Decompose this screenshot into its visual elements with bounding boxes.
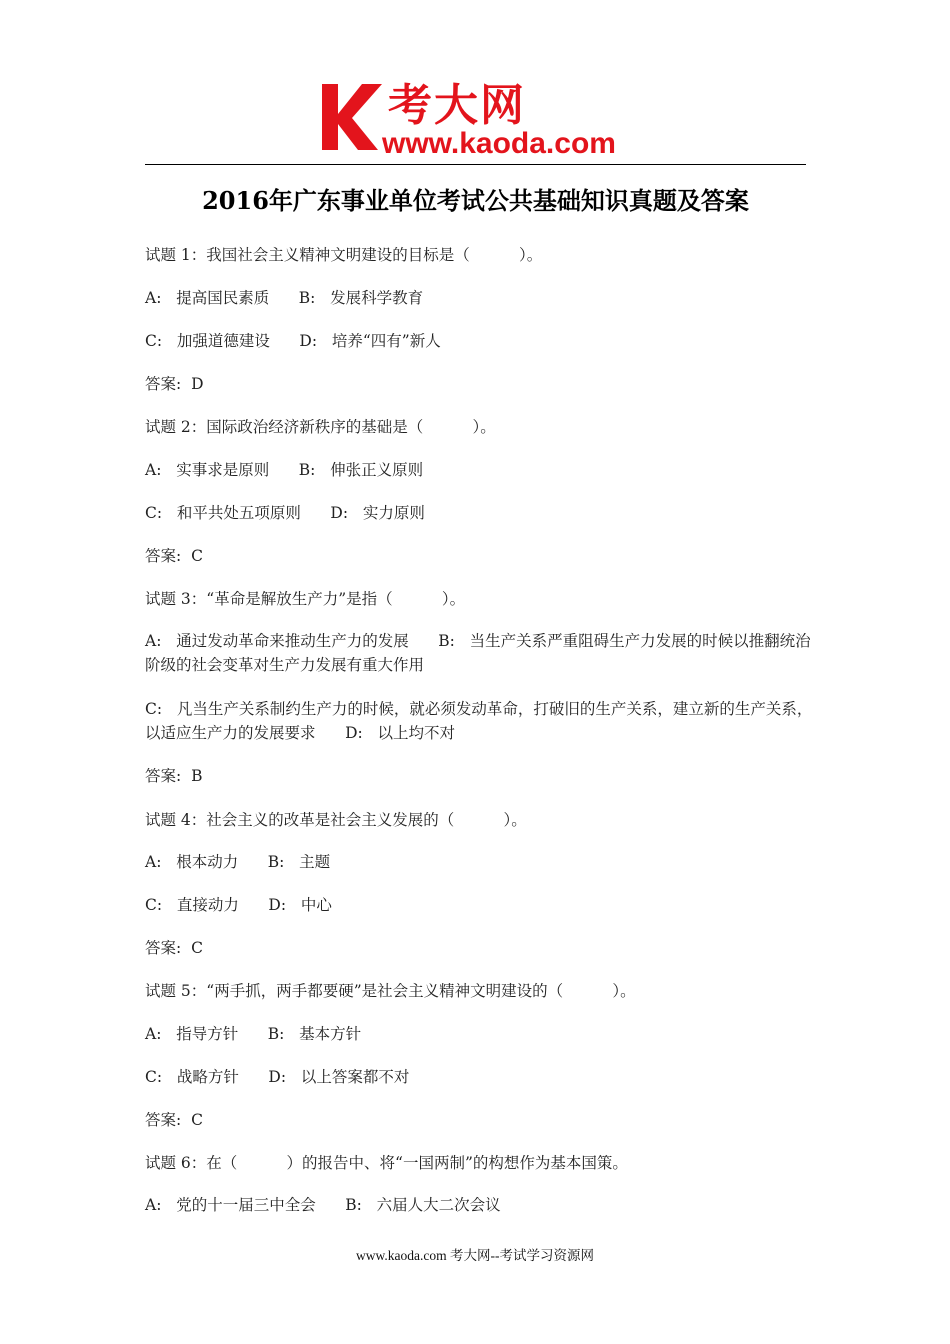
question-answer: 答案: C <box>145 939 203 957</box>
question-options-row: C: 和平共处五项原则 D: 实力原则 <box>145 504 425 522</box>
question-options-row: C: 加强道德建设 D: 培养“四有”新人 <box>145 332 441 350</box>
question-answer: 答案: D <box>145 375 204 393</box>
question-answer: 答案: C <box>145 1111 203 1129</box>
question-options-row: A: 提高国民素质 B: 发展科学教育 <box>145 289 424 307</box>
question-options-row: A: 根本动力 B: 主题 <box>145 853 331 871</box>
question-stem: 试题 1：我国社会主义精神文明建设的目标是（ ）。 <box>145 246 543 264</box>
page-footer: www.kaoda.com 考大网--考试学习资源网 <box>356 1248 594 1263</box>
question-stem: 试题 4：社会主义的改革是社会主义发展的（ ）。 <box>145 811 527 829</box>
header-divider <box>145 164 806 165</box>
logo-brand-text: 考大网 <box>388 80 526 131</box>
kaoda-logo <box>318 80 648 160</box>
question-stem: 试题 5：“两手抓，两手都要硬”是社会主义精神文明建设的（ ）。 <box>145 982 636 1000</box>
question-options-row: C: 战略方针 D: 以上答案都不对 <box>145 1068 410 1086</box>
question-answer: 答案: C <box>145 547 203 565</box>
question-options-row: C: 凡当生产关系制约生产力的时候，就必须发动革命，打破旧的生产关系，建立新的生产关系，以适应生产力的发展要求 D: 以上均不对 <box>145 700 813 742</box>
question-stem: 试题 6：在（ ）的报告中、将“一国两制”的构想作为基本国策。 <box>145 1154 628 1172</box>
question-options-row: A: 党的十一届三中全会 B: 六届人大二次会议 <box>145 1196 501 1214</box>
question-options-row: A: 通过发动革命来推动生产力的发展 B: 当生产关系严重阻碍生产力发展的时候以推翻统治阶级的社会变革对生产力发展有重大作用 <box>145 632 811 674</box>
question-options-row: A: 实事求是原则 B: 伸张正义原则 <box>145 461 424 479</box>
page-title: 2016年广东事业单位考试公共基础知识真题及答案 <box>202 186 749 215</box>
question-options-row: A: 指导方针 B: 基本方针 <box>145 1025 362 1043</box>
question-stem: 试题 2：国际政治经济新秩序的基础是（ ）。 <box>145 418 496 436</box>
question-options-row: C: 直接动力 D: 中心 <box>145 896 332 914</box>
logo-url-text: www.kaoda.com <box>382 127 616 160</box>
question-answer: 答案: B <box>145 767 203 785</box>
logo-k-mark-icon <box>318 80 390 154</box>
question-stem: 试题 3：“革命是解放生产力”是指（ ）。 <box>145 590 466 608</box>
